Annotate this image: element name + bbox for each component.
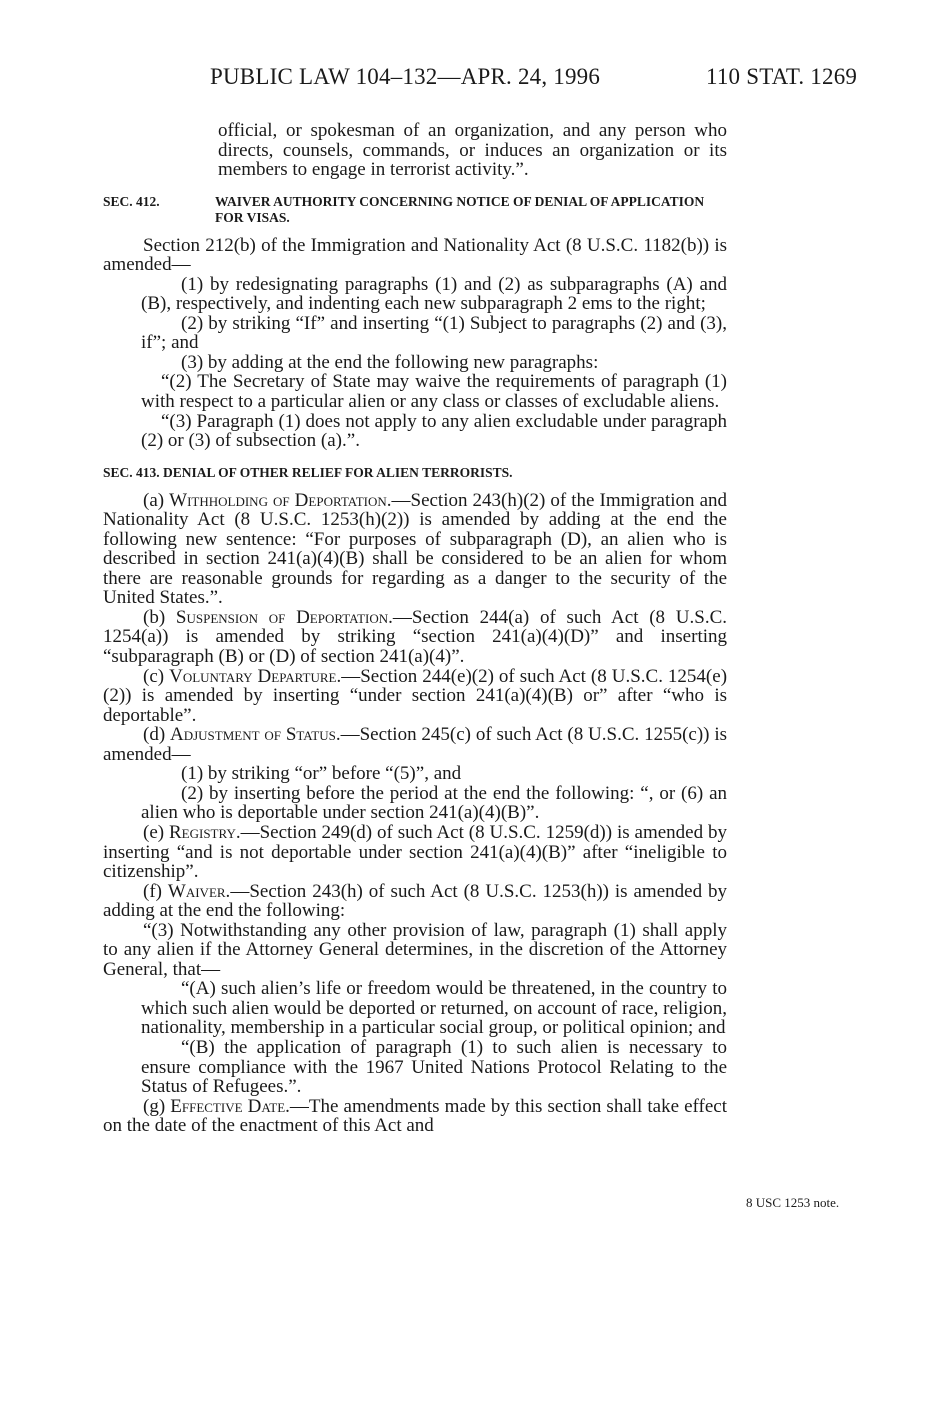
continued-paragraph: official, or spokesman of an organization, and any person who directs, counsels, commands, or induces an organization or its members to engage in terrorist activity.”.: [218, 120, 727, 181]
margin-note: 8 USC 1253 note.: [746, 1195, 840, 1210]
subsection-e: (e) Registry.—Section 249(d) of such Act (8 U.S.C. 1259(d)) is amended by inserting “and is not deportable under section 241(a)(4)(B)” after “ineligible to citizenship”.: [103, 821, 727, 883]
subsection-b-heading: Suspension of Deportation.: [175, 606, 393, 628]
subsection-a: (a) Withholding of Deportation.—Section 243(h)(2) of the Immigration and Nationality Act (8 U.S.C. 1253(h)(2)) is amended by adding at the end the following new sentence: “For purposes of subparagraph (D), an alien who is described in section 241(a)(4)(B) shall be considered to be an alien for whom there are reasonable grounds for regarding as a danger to the security of the United States.”.: [103, 489, 728, 609]
subsection-a-heading: Withholding of Deportation.: [169, 489, 392, 511]
subsection-d-para-2: (2) by inserting before the period at the end the following: “, or (6) an alien who is deportable under section 241(a)(4)(B)”.: [141, 782, 727, 824]
running-header-page: 110 STAT. 1269: [706, 64, 858, 89]
subsection-f-heading: Waiver.: [167, 880, 231, 902]
section-412-quoted-3: “(3) Paragraph (1) does not apply to any alien excludable under paragraph (2) or (3) of subsection (a).”.: [141, 410, 727, 452]
section-412-title: WAIVER AUTHORITY CONCERNING NOTICE OF DENIAL OF APPLICATION FOR VISAS.: [215, 193, 705, 225]
subsection-c-heading: Voluntary Departure.: [169, 665, 342, 687]
section-413-title: DENIAL OF OTHER RELIEF FOR ALIEN TERRORISTS.: [163, 464, 513, 480]
subsection-f-quoted-A: “(A) such alien’s life or freedom would be threatened, in the country to which such alien would be deported or returned, on account of race, religion, nationality, membership in a particular social group, or political opinion; and: [141, 978, 727, 1039]
subsection-c: (c) Voluntary Departure.—Section 244(e)(2) of such Act (8 U.S.C. 1254(e)(2)) is amended by inserting “under section 241(a)(4)(B) or” after “who is deportable”.: [103, 665, 728, 726]
subsection-f-quoted-3: “(3) Notwithstanding any other provision of law, paragraph (1) shall apply to any alien if the Attorney General determines, in the discretion of the Attorney General, that—: [103, 919, 727, 980]
section-412-para-2: (2) by striking “If” and inserting “(1) Subject to paragraphs (2) and (3), if”; and: [141, 312, 727, 354]
subsection-d: (d) Adjustment of Status.—Section 245(c) of such Act (8 U.S.C. 1255(c)) is amended—: [103, 724, 728, 765]
subsection-b: (b) Suspension of Deportation.—Section 244(a) of such Act (8 U.S.C. 1254(a)) is amended by striking “section 241(a)(4)(D)” and inserting “subparagraph (B) or (D) of section 241(a)(4)”.: [103, 606, 728, 668]
subsection-f: (f) Waiver.—Section 243(h) of such Act (8 U.S.C. 1253(h)) is amended by adding at the end the following:: [103, 880, 727, 922]
section-412-para-3: (3) by adding at the end the following new paragraphs:: [181, 351, 599, 373]
section-412-intro: Section 212(b) of the Immigration and Nationality Act (8 U.S.C. 1182(b)) is amended—: [103, 234, 727, 276]
subsection-g-heading: Effective Date.: [170, 1095, 290, 1117]
subsection-d-para-1: (1) by striking “or” before “(5)”, and: [181, 763, 462, 785]
section-412-heading: [103, 194, 727, 226]
subsection-g: (g) Effective Date.—The amendments made by this section shall take effect on the date of the enactment of this Act and: [103, 1095, 728, 1137]
section-412-number: SEC. 412.: [103, 193, 160, 209]
body-text: [103, 121, 727, 1136]
subsection-e-heading: Registry.: [169, 821, 241, 843]
subsection-d-heading: Adjustment of Status.: [170, 724, 341, 746]
section-413-number: SEC. 413.: [103, 464, 160, 480]
subsection-f-quoted-B: “(B) the application of paragraph (1) to such alien is necessary to ensure compliance with the 1967 United Nations Protocol Relating to the Status of Refugees.”.: [141, 1036, 727, 1098]
running-header-title: PUBLIC LAW 104–132—APR. 24, 1996: [210, 64, 601, 89]
section-412-quoted-2: “(2) The Secretary of State may waive the requirements of paragraph (1) with respect to a particular alien or any class or classes of excludable aliens.: [141, 371, 727, 413]
section-412-para-1: (1) by redesignating paragraphs (1) and (2) as subparagraphs (A) and (B), respectively, and indenting each new subparagraph 2 ems to the right;: [141, 273, 727, 315]
section-413-heading: [103, 465, 727, 481]
